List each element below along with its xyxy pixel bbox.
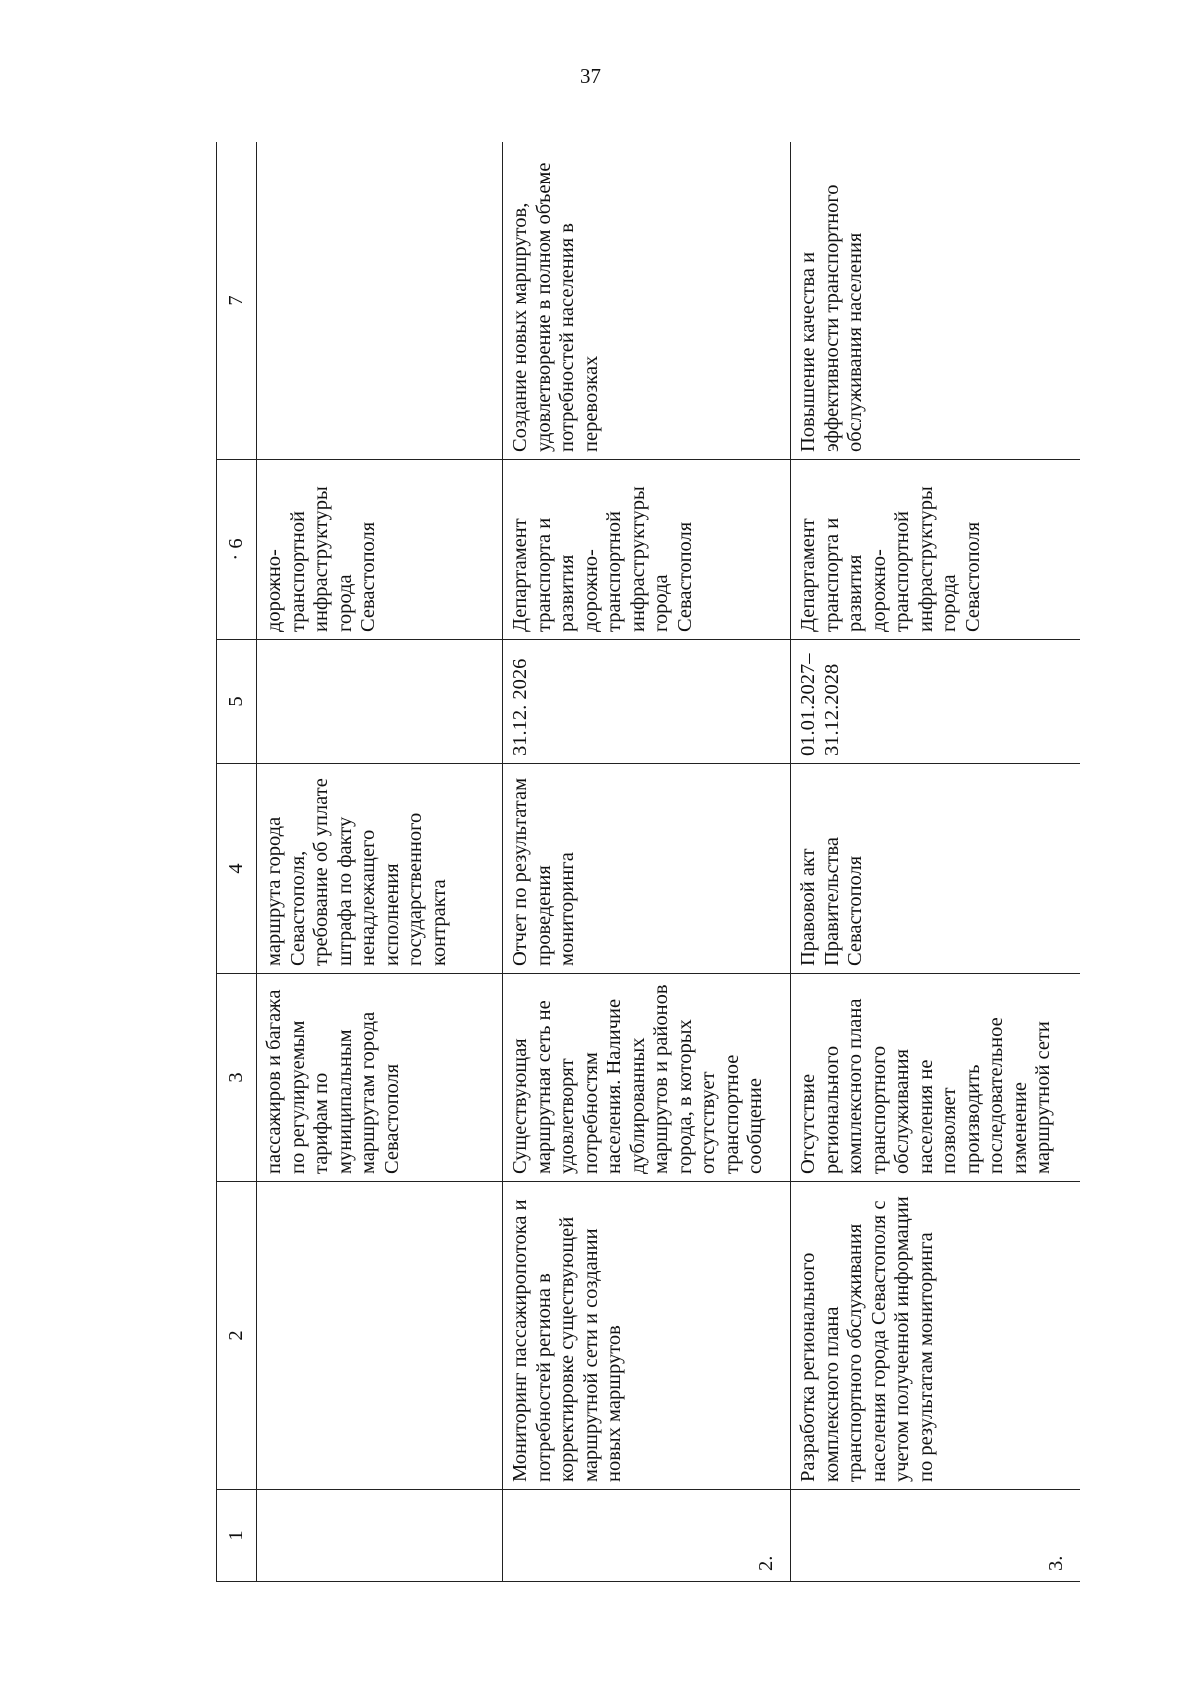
cell-measure xyxy=(257,1182,503,1490)
cell-problem: Существующая маршрутная сеть не удовлетворят потребностям населения. Наличие дублированных маршрутов и районов города, в которых отсутствует транспортное сообщение xyxy=(503,974,791,1182)
column-header-6: · 6 xyxy=(217,460,257,640)
column-header-7: 7 xyxy=(217,142,257,460)
cell-result-document: Отчет по результатам проведения мониторинга xyxy=(503,764,791,974)
cell-deadline: 31.12. 2026 xyxy=(503,640,791,764)
cell-measure: Мониторинг пассажиропотока и потребностей региона в корректировке существующей маршрутной сети и создании новых маршрутов xyxy=(503,1182,791,1490)
page-number: 37 xyxy=(580,64,601,88)
cell-problem: Отсутствие регионального комплексного плана транспортного обслуживания населения не позволяет производить последовательное изменение маршрутной сети xyxy=(791,974,1081,1182)
cell-measure: Разработка регионального комплексного плана транспортного обслуживания населения города Севастополя с учетом полученной информации по результатам мониторинга xyxy=(791,1182,1081,1490)
cell-responsible: Департамент транспорта и развития дорожно-транспортной инфраструктуры города Севастополя xyxy=(791,460,1081,640)
column-header-2: 2 xyxy=(217,1182,257,1490)
cell-number: 3. xyxy=(791,1490,1081,1582)
column-header-4: 4 xyxy=(217,764,257,974)
cell-expected-result xyxy=(257,142,503,460)
cell-deadline xyxy=(257,640,503,764)
measures-table xyxy=(216,142,1080,1582)
cell-expected-result: Повышение качества и эффективности транспортного обслуживания населения xyxy=(791,142,1081,460)
cell-expected-result: Создание новых маршрутов, удовлетворение в полном объеме потребностей населения в перевозках xyxy=(503,142,791,460)
cell-number: 2. xyxy=(503,1490,791,1582)
cell-result-document: Правовой акт Правительства Севастополя xyxy=(791,764,1081,974)
cell-responsible: дорожно-транспортной инфраструктуры города Севастополя xyxy=(257,460,503,640)
table-row xyxy=(503,142,791,1582)
cell-responsible: Департамент транспорта и развития дорожно-транспортной инфраструктуры города Севастополя xyxy=(503,460,791,640)
column-header-3: 3 xyxy=(217,974,257,1182)
table-container xyxy=(216,142,1080,1582)
table-row xyxy=(791,142,1081,1582)
table-row-continued xyxy=(257,142,503,1582)
header-row xyxy=(217,142,257,1582)
column-header-1: 1 xyxy=(217,1490,257,1582)
rotated-table xyxy=(216,142,1080,1582)
cell-problem: пассажиров и багажа по регулируемым тарифам по муниципальным маршрутам города Севастополя xyxy=(257,974,503,1182)
cell-deadline: 01.01.2027–31.12.2028 xyxy=(791,640,1081,764)
cell-result-document: маршрута города Севастополя, требование об уплате штрафа по факту ненадлежащего исполнения государственного контракта xyxy=(257,764,503,974)
column-header-5: 5 xyxy=(217,640,257,764)
cell-number xyxy=(257,1490,503,1582)
